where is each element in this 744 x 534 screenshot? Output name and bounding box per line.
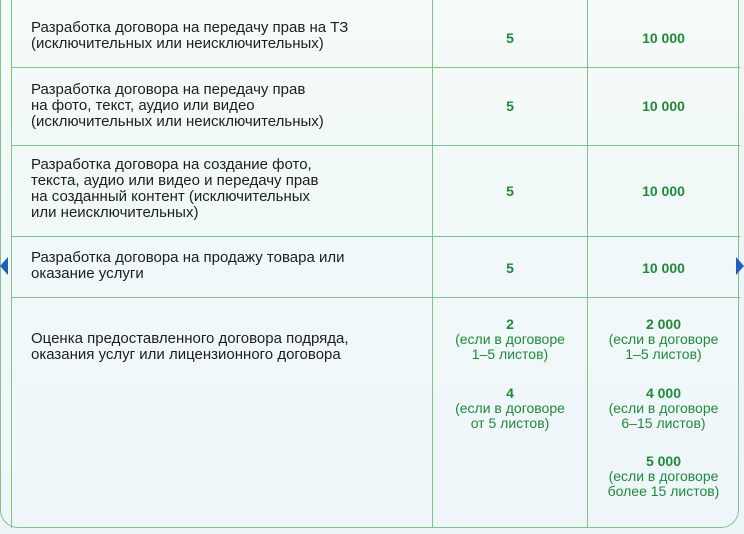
carousel-prev-arrow-icon[interactable]	[0, 257, 8, 275]
price-tier-value: 4 000	[645, 385, 682, 401]
deadline-value: 5	[506, 30, 514, 46]
service-description: Разработка договора на создание фото, текста, аудио или видео и передачу прав на созданный контент (исключительных или неисключительных)	[31, 156, 319, 221]
price-tier	[587, 385, 740, 431]
table-left-border	[11, 0, 12, 528]
deadline-tier	[433, 385, 587, 431]
deadline-value: 5	[506, 98, 514, 114]
row-divider	[11, 236, 740, 237]
price-tier-note: (если в договоре более 15 листов)	[607, 468, 720, 499]
price-tier-note: (если в договоре 6–15 листов)	[608, 400, 719, 431]
carousel-next-arrow-icon[interactable]	[736, 257, 744, 275]
row-divider	[11, 297, 740, 298]
price-value: 10 000	[642, 98, 685, 114]
service-description: Разработка договора на передачу прав на фото, текст, аудио или видео (исключительных или неисключительных)	[31, 81, 324, 130]
service-description: Разработка договора на передачу прав на ТЗ (исключительных или неисключительных)	[31, 19, 349, 52]
price-value: 10 000	[642, 260, 685, 276]
deadline-value: 5	[506, 260, 514, 276]
price-value: 10 000	[642, 183, 685, 199]
service-description: Разработка договора на продажу товара или оказание услуги	[31, 249, 345, 282]
deadline-value: 5	[506, 183, 514, 199]
price-tier	[587, 316, 740, 362]
deadline-tier-note: (если в договоре 1–5 листов)	[455, 331, 565, 362]
price-value: 10 000	[642, 30, 685, 46]
price-tier	[587, 453, 740, 499]
price-tier-note: (если в договоре 1–5 листов)	[608, 331, 719, 362]
row-divider	[11, 67, 740, 68]
price-tier-value: 2 000	[645, 316, 682, 332]
price-tier-value: 5 000	[645, 453, 682, 469]
row-divider	[11, 145, 740, 146]
deadline-tier-value: 4	[506, 385, 514, 401]
service-description: Оценка предоставленного договора подряда, оказания услуг или лицензионного договора	[31, 330, 349, 363]
deadline-tier	[433, 316, 587, 362]
deadline-tier-note: (если в договоре от 5 листов)	[455, 400, 565, 431]
deadline-tier-value: 2	[506, 316, 514, 332]
